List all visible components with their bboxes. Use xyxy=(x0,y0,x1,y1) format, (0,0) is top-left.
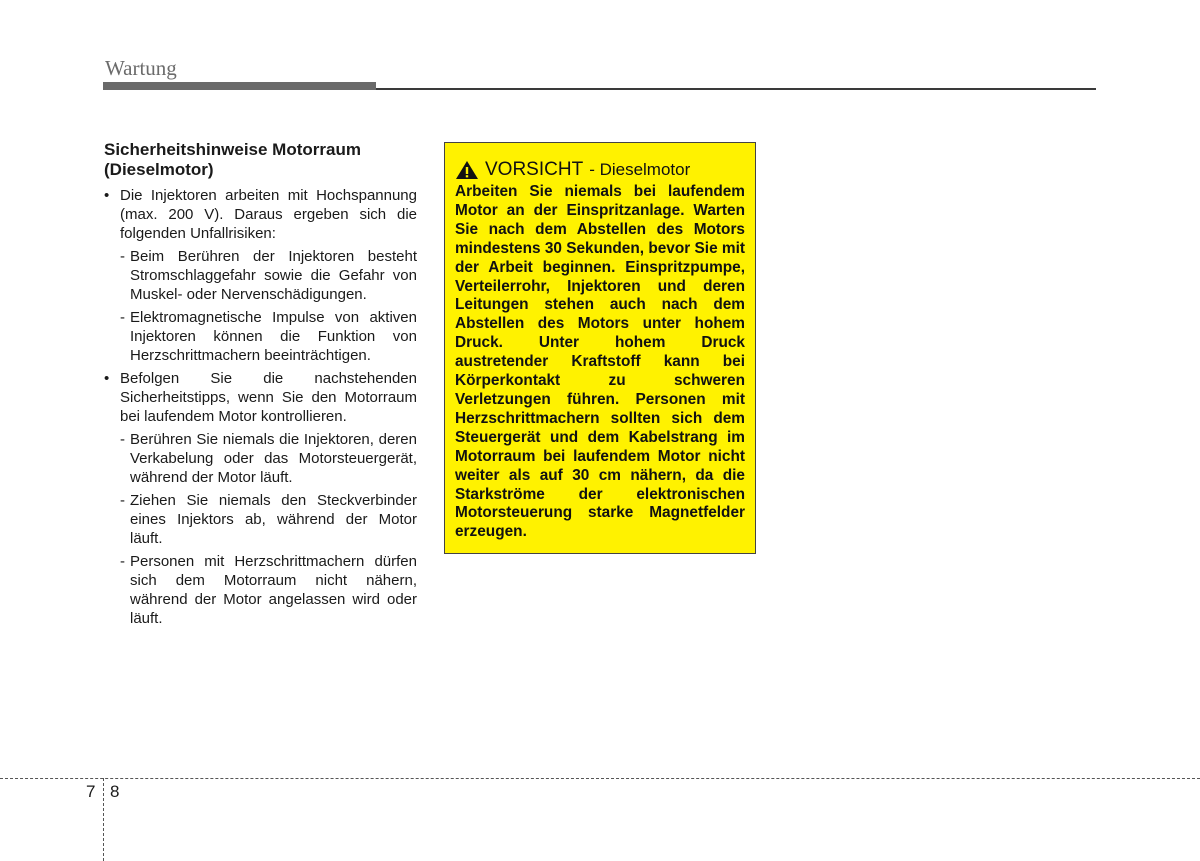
sub-item-text: Elektromagnetische Impulse von aktiven Injektoren können die Funktion von Herzschrittmachern beeinträchtigen. xyxy=(130,309,417,364)
bullet-glyph: • xyxy=(104,187,110,204)
sub-list-item xyxy=(120,430,417,487)
bullet-text: Befolgen Sie die nachstehenden Sicherheitstipps, wenn Sie den Motorraum bei laufendem Motor kontrollieren. xyxy=(120,370,417,425)
list-item xyxy=(104,186,417,365)
sub-list-item xyxy=(120,308,417,365)
footer-divider-vertical xyxy=(103,778,104,861)
dash-glyph: - xyxy=(120,309,125,326)
sub-item-text: Beim Berühren der Injektoren besteht Stromschlaggefahr sowie die Gefahr von Muskel- oder Nervenschädigungen. xyxy=(130,248,417,303)
chapter-title: Wartung xyxy=(105,56,177,80)
footer-divider xyxy=(0,778,1200,779)
bullet-glyph: • xyxy=(104,370,110,387)
sub-list-item xyxy=(120,247,417,304)
dash-glyph: - xyxy=(120,248,125,265)
caution-header xyxy=(455,159,745,181)
page-number: 8 xyxy=(110,782,120,801)
caution-label: VORSICHT xyxy=(485,159,584,180)
chapter-number: 7 xyxy=(86,782,96,801)
safety-section xyxy=(104,140,417,628)
sub-list-item xyxy=(120,552,417,628)
caution-subtitle: - Dieselmotor xyxy=(589,160,691,179)
sub-item-text: Ziehen Sie niemals den Steckverbinder eines Injektors ab, während der Motor läuft. xyxy=(130,492,417,547)
caution-text: Arbeiten Sie niemals bei laufendem Motor an der Einspritzanlage. Warten Sie nach dem Abstellen des Motors mindestens 30 Sekunden, bevor Sie mit der Arbeit beginnen. Einspritzpumpe, Verteilerrohr, Injektoren und deren Leitungen stehen auch nach dem Abstellen des Motors unter hohem Druck. Unter hohem Druck austretender Kraftstoff kann bei Körperkontakt zu schweren Verletzungen führen. Personen mit Herzschrittmachern sollten sich dem Steuergerät und dem Kabelstrang im Motorraum bei laufendem Motor nicht weiter als auf 30 cm nähern, da die Starkströme der elektronischen Motorsteuerung starke Magnetfelder erzeugen. xyxy=(455,183,745,541)
dash-glyph: - xyxy=(120,431,125,448)
warning-triangle-icon xyxy=(455,160,479,180)
sub-item-text: Personen mit Herzschrittmachern dürfen sich dem Motorraum nicht nähern, während der Motor angelassen wird oder läuft. xyxy=(130,553,417,627)
section-title: Sicherheitshinweise Motorraum (Dieselmotor) xyxy=(104,140,361,179)
caution-box xyxy=(444,142,756,554)
header-rule-thick xyxy=(103,82,376,90)
header-rule-thin xyxy=(376,88,1096,90)
dash-glyph: - xyxy=(120,553,125,570)
dash-glyph: - xyxy=(120,492,125,509)
sub-item-text: Berühren Sie niemals die Injektoren, deren Verkabelung oder das Motorsteuergerät, während der Motor läuft. xyxy=(130,431,417,486)
sub-list-item xyxy=(120,491,417,548)
bullet-text: Die Injektoren arbeiten mit Hochspannung (max. 200 V). Daraus ergeben sich die folgenden Unfallrisiken: xyxy=(120,187,417,242)
list-item xyxy=(104,369,417,628)
